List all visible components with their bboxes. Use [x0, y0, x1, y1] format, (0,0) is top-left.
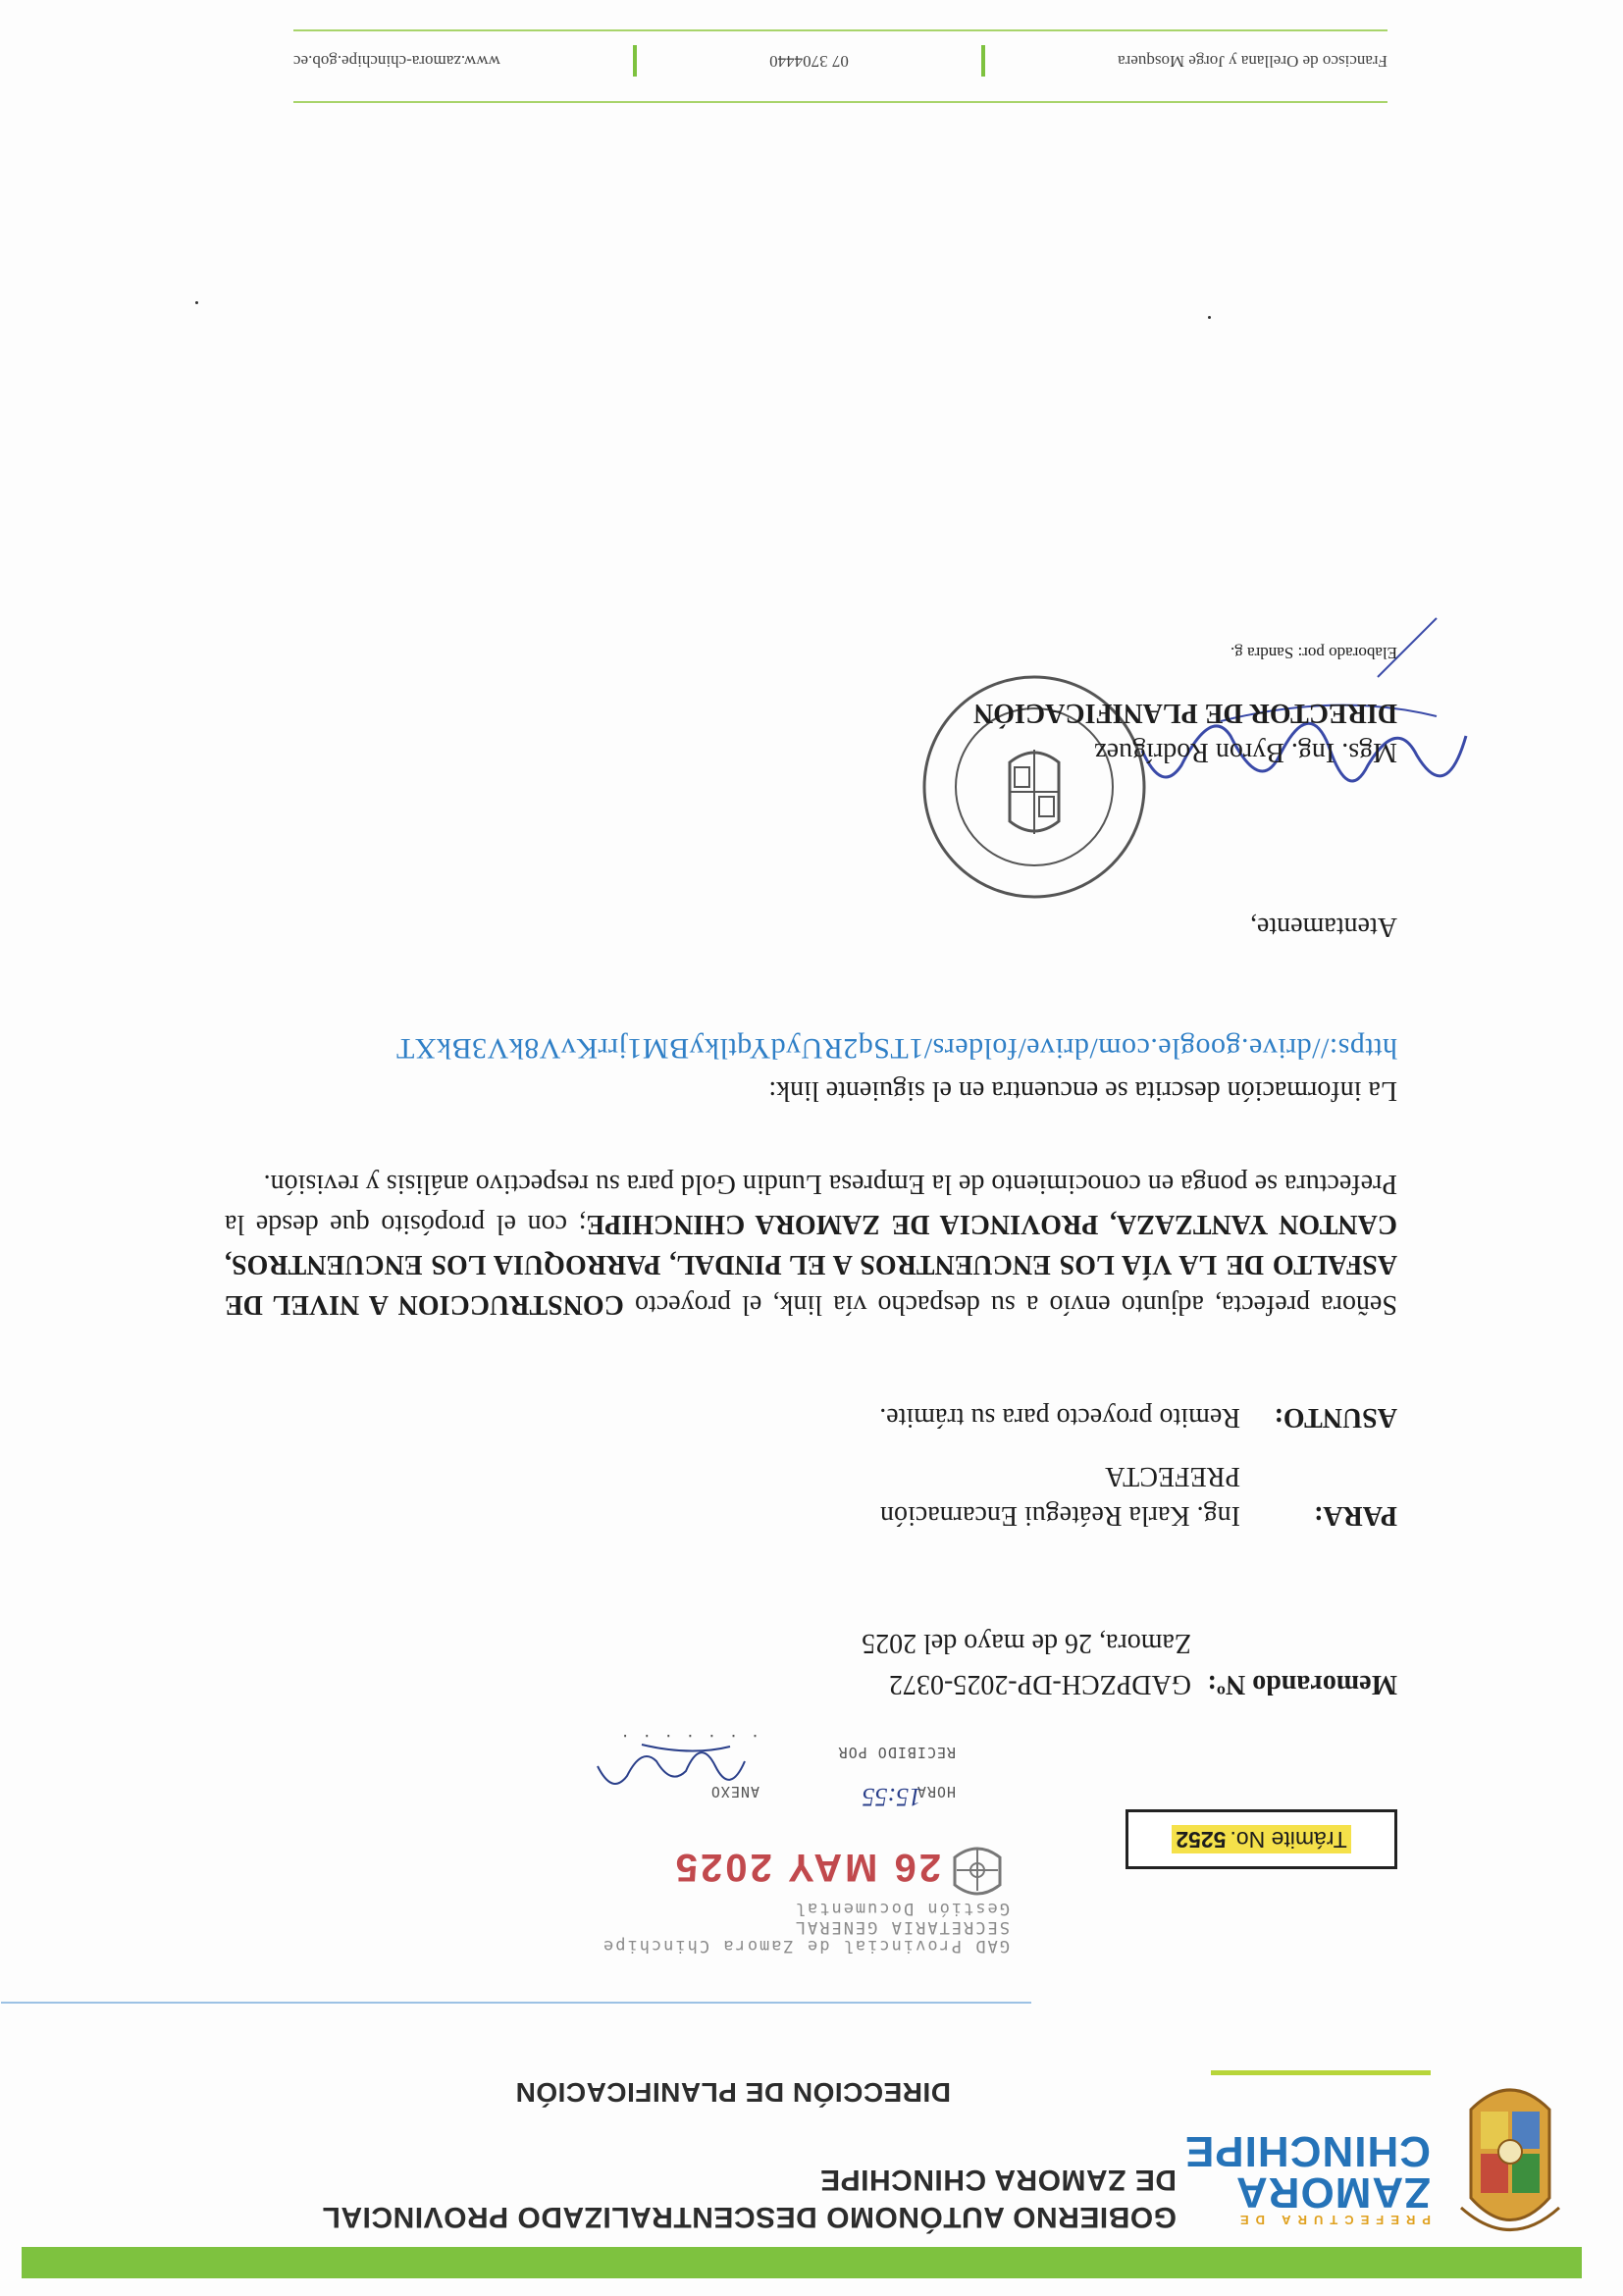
- stamp-line-2: SECRETARIA GENERAL: [793, 1917, 1010, 1937]
- brand-small-text: PREFECTURA DE: [1232, 2213, 1431, 2227]
- stamp-hora-label: HORA: [916, 1783, 956, 1800]
- memo-body-paragraph: [225, 1164, 1397, 1325]
- memo-number: GADPZCH-DP-2025-0372: [889, 1669, 1191, 1699]
- tramite-label-wrap: [1172, 1825, 1350, 1853]
- stamp-line-3: Gestión Documental: [793, 1899, 1010, 1918]
- header-color-bar: [22, 2247, 1582, 2278]
- body-project-title: CONSTRUCCION A NIVEL DE ASFALTO DE LA VÍA LOS ENCUENTROS A EL PINDAL, PARROQUIA LOS ENCUENTROS, CANTON YANTZAZA, PROVINCIA DE ZAMORA CHINCHIPE: [225, 1209, 1397, 1320]
- footer-divider-bottom: [293, 29, 1387, 31]
- footer-divider-top: [293, 101, 1387, 103]
- link-intro-text: La información descrita se encuentra en el siguiente link:: [768, 1075, 1397, 1106]
- memo-number-label: Memorando Nº:: [1207, 1669, 1397, 1699]
- signer-title: DIRECTOR DE PLANIFICACIÓN: [973, 698, 1397, 728]
- recipient-name: Ing. Karla Reátegui Encarnación: [880, 1500, 1240, 1531]
- footer-separator: [981, 45, 985, 77]
- footer-address: Francisco de Orellana y Jorge Mosquera: [1118, 52, 1387, 71]
- tramite-number: 5252: [1176, 1827, 1227, 1852]
- tramite-number-box: [1126, 1809, 1397, 1869]
- prefectura-shield-logo: [1451, 2070, 1569, 2237]
- closing-greeting: Atentamente,: [1249, 912, 1397, 942]
- footer: [293, 45, 1387, 77]
- stamp-dots: . . . . . . .: [618, 1731, 759, 1748]
- para-label: PARA:: [1313, 1500, 1397, 1531]
- memo-date: Zamora, 26 de mayo del 2025: [862, 1628, 1191, 1658]
- brand-line-2: CHINCHIPE: [1183, 2127, 1431, 2175]
- receiver-signature: [593, 1737, 750, 1805]
- signer-name: Mgs. Ing. Byron Rodríguez: [1094, 737, 1397, 767]
- header-divider: [1, 2002, 1031, 2004]
- body-rest: ; con el propósito que desde la Prefectura se ponga en conocimiento de la Empresa Lundin Gold para su respectivo análisis y revisión.: [225, 1169, 1397, 1239]
- brand-block: [1183, 2127, 1431, 2227]
- government-title-line-1: GOBIERNO AUTÓNOMO DESCENTRALIZADO PROVINCIAL: [322, 2201, 1177, 2233]
- government-title: [322, 2161, 1177, 2235]
- asunto-label: ASUNTO:: [1274, 1402, 1397, 1433]
- footer-separator: [633, 45, 637, 77]
- recipient-role: PREFECTA: [1105, 1461, 1240, 1491]
- reception-stamp-text: [602, 1899, 1010, 1955]
- scan-speck: [195, 301, 198, 304]
- government-title-line-2: DE ZAMORA CHINCHIPE: [819, 2164, 1177, 2196]
- footer-phone: 07 3704440: [769, 52, 849, 71]
- stamp-date: 26 MAY 2025: [672, 1846, 941, 1889]
- brand-line-1: ZAMORA: [1234, 2168, 1431, 2217]
- scan-speck: [1208, 316, 1211, 319]
- stamp-handwritten-time: 15:55: [862, 1783, 921, 1811]
- stamp-anexo-label: ANEXO: [709, 1783, 759, 1800]
- body-intro: Señora prefecta, adjunto envío a su despacho vía link, el proyecto: [623, 1289, 1397, 1320]
- department-title: DIRECCIÓN DE PLANIFICACIÓN: [515, 2077, 951, 2108]
- brand-underline: [1211, 2070, 1431, 2075]
- drive-folder-link[interactable]: https://drive.google.com/drive/folders/1TSq2RUydYqtlkyBM1jrrKvV8kV3BkXT: [395, 1032, 1397, 1065]
- footer-website[interactable]: www.zamora-chinchipe.gob.ec: [293, 52, 500, 71]
- stamp-emblem-icon: [947, 1842, 1008, 1899]
- prepared-by: Elaborado por: Sandra g.: [1230, 644, 1397, 662]
- stamp-line-1: GAD Provincial de Zamora Chinchipe: [602, 1936, 1010, 1956]
- stamp-recibido-label: RECIBIDO POR: [837, 1744, 956, 1761]
- asunto-value: Remito proyecto para su trámite.: [879, 1402, 1240, 1433]
- tramite-label: Trámite No.: [1230, 1827, 1347, 1852]
